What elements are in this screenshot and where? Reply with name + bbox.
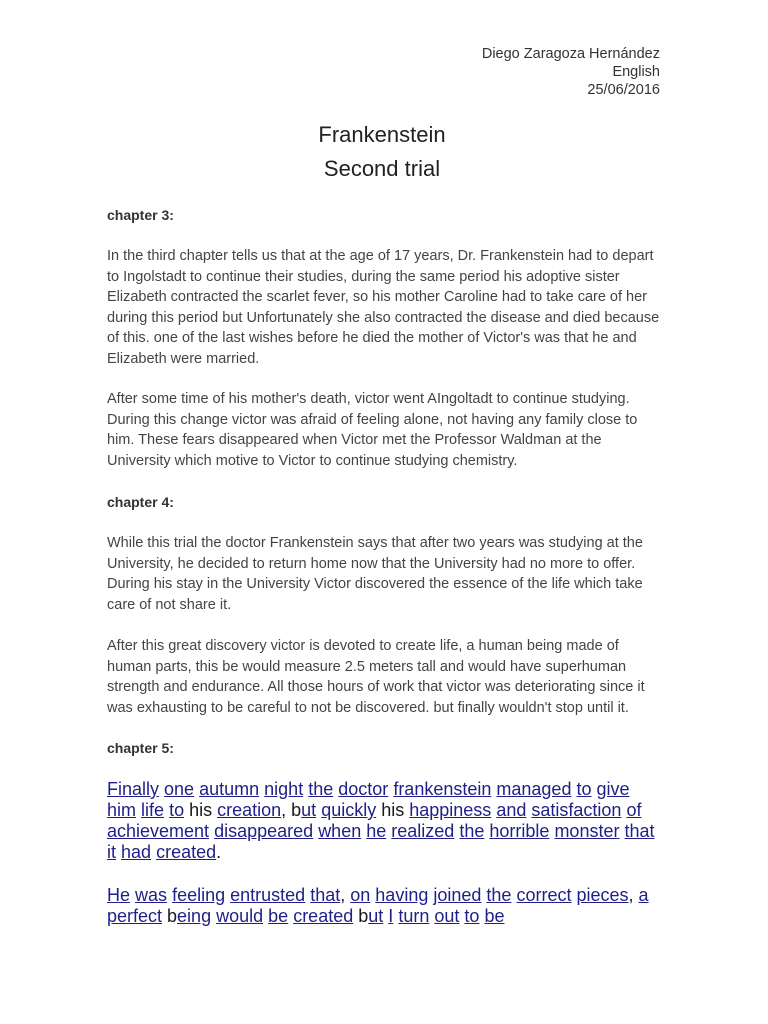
hyperlink-word[interactable]: one xyxy=(164,779,195,799)
hyperlink-word[interactable]: it xyxy=(107,842,116,862)
hyperlink-word[interactable]: give xyxy=(596,779,630,799)
document-subtitle: Second trial xyxy=(323,156,441,181)
hyperlink-word[interactable]: perfect xyxy=(107,906,163,926)
plain-text: his xyxy=(184,800,218,820)
hyperlink-word[interactable]: the xyxy=(459,821,485,841)
hyperlink-word[interactable]: achievement xyxy=(107,821,210,841)
hyperlink-word[interactable]: the xyxy=(486,885,512,905)
hyperlink-word[interactable]: life xyxy=(141,800,165,820)
hyperlink-word[interactable]: would xyxy=(216,906,264,926)
title-block xyxy=(0,118,768,186)
hyperlink-word[interactable]: feeling xyxy=(172,885,226,905)
hyperlink-word[interactable]: to xyxy=(169,800,185,820)
hyperlink-word[interactable]: horrible xyxy=(489,821,550,841)
hyperlink-word[interactable]: he xyxy=(366,821,387,841)
hyperlink-word[interactable]: a xyxy=(638,885,649,905)
hyperlink-word[interactable]: quickly xyxy=(321,800,377,820)
hyperlink-word[interactable]: ut xyxy=(301,800,317,820)
hyperlink-word[interactable]: of xyxy=(626,800,642,820)
hyperlink-word[interactable]: I xyxy=(388,906,394,926)
hyperlink-word[interactable]: the xyxy=(308,779,334,799)
chapter-5-paragraph-1 xyxy=(107,779,662,863)
hyperlink-word[interactable]: disappeared xyxy=(214,821,314,841)
hyperlink-word[interactable]: happiness xyxy=(409,800,492,820)
hyperlink-word[interactable]: that xyxy=(310,885,341,905)
hyperlink-word[interactable]: Finally xyxy=(107,779,160,799)
chapter-3-paragraph-2: After some time of his mother's death, victor went AIngoltadt to continue studying. During this change victor was afraid of feeling alone, not having any family close to him. These fears disappeared when Victor met the Professor Waldman at the University which motive to Victor to continue studying chemistry. xyxy=(107,391,638,469)
hyperlink-word[interactable]: creation xyxy=(217,800,282,820)
author-name: Diego Zaragoza Hernández xyxy=(481,46,660,62)
hyperlink-word[interactable]: satisfaction xyxy=(531,800,622,820)
document-header xyxy=(482,45,660,99)
hyperlink-word[interactable]: to xyxy=(576,779,592,799)
chapter-3-heading: chapter 3: xyxy=(107,207,174,223)
chapter-4-paragraph-1: While this trial the doctor Frankenstein says that after two years was studying at the University, he decided to return home now that the University had no more to offer. During his stay in the University Victor discovered the essence of the life which take care of not share it. xyxy=(107,535,643,613)
document-title: Frankenstein xyxy=(318,122,446,147)
plain-text: , xyxy=(628,885,639,905)
hyperlink-word[interactable]: He xyxy=(107,885,131,905)
hyperlink-word[interactable]: joined xyxy=(433,885,482,905)
subject-name: English xyxy=(612,64,660,80)
hyperlink-word[interactable]: eing xyxy=(177,906,212,926)
hyperlink-word[interactable]: night xyxy=(264,779,304,799)
hyperlink-word[interactable]: when xyxy=(318,821,362,841)
hyperlink-word[interactable]: out xyxy=(434,906,460,926)
hyperlink-word[interactable]: created xyxy=(156,842,217,862)
chapter-3-paragraph-1: In the third chapter tells us that at the age of 17 years, Dr. Frankenstein had to depart to Ingolstadt to continue their studies, during the same period his adoptive sister Elizabeth contracted the scarlet fever, so his mother Caroline had to take care of her during this period but Unfortunately she also contracted the disease and died because of this. one of the last wishes before he died the mother of Victor's was that he and Elizabeth were married. xyxy=(107,248,660,367)
hyperlink-word[interactable]: having xyxy=(375,885,429,905)
chapter-4-heading: chapter 4: xyxy=(107,494,174,510)
hyperlink-word[interactable]: that xyxy=(624,821,655,841)
hyperlink-word[interactable]: created xyxy=(293,906,354,926)
hyperlink-word[interactable]: entrusted xyxy=(230,885,306,905)
hyperlink-word[interactable]: frankenstein xyxy=(393,779,492,799)
hyperlink-word[interactable]: monster xyxy=(554,821,620,841)
hyperlink-word[interactable]: on xyxy=(350,885,371,905)
hyperlink-word[interactable]: doctor xyxy=(338,779,389,799)
hyperlink-word[interactable]: to xyxy=(464,906,480,926)
plain-text: , b xyxy=(281,800,302,820)
plain-text: , xyxy=(340,885,351,905)
hyperlink-word[interactable]: ut xyxy=(368,906,384,926)
hyperlink-word[interactable]: pieces xyxy=(576,885,629,905)
hyperlink-word[interactable]: managed xyxy=(496,779,572,799)
chapter-4-paragraph-2: After this great discovery victor is devoted to create life, a human being made of human parts, this be would measure 2.5 meters tall and would have superhuman strength and endurance. All those hours of work that victor was deteriorating since it was exhausting to be careful to not be discovered. but finally wouldn't stop until it. xyxy=(107,638,645,716)
hyperlink-word[interactable]: turn xyxy=(398,906,430,926)
chapter-5-heading: chapter 5: xyxy=(107,740,174,756)
plain-text: . xyxy=(216,842,222,862)
document-date: 25/06/2016 xyxy=(587,82,660,98)
hyperlink-word[interactable]: be xyxy=(484,906,505,926)
plain-text: b xyxy=(353,906,369,926)
hyperlink-word[interactable]: him xyxy=(107,800,137,820)
hyperlink-word[interactable]: correct xyxy=(516,885,572,905)
hyperlink-word[interactable]: had xyxy=(121,842,152,862)
hyperlink-word[interactable]: autumn xyxy=(199,779,260,799)
hyperlink-word[interactable]: was xyxy=(135,885,168,905)
hyperlink-word[interactable]: realized xyxy=(391,821,455,841)
hyperlink-word[interactable]: be xyxy=(268,906,289,926)
hyperlink-word[interactable]: and xyxy=(496,800,527,820)
chapter-5-paragraph-2 xyxy=(107,885,662,927)
plain-text: b xyxy=(162,906,178,926)
plain-text: his xyxy=(376,800,410,820)
